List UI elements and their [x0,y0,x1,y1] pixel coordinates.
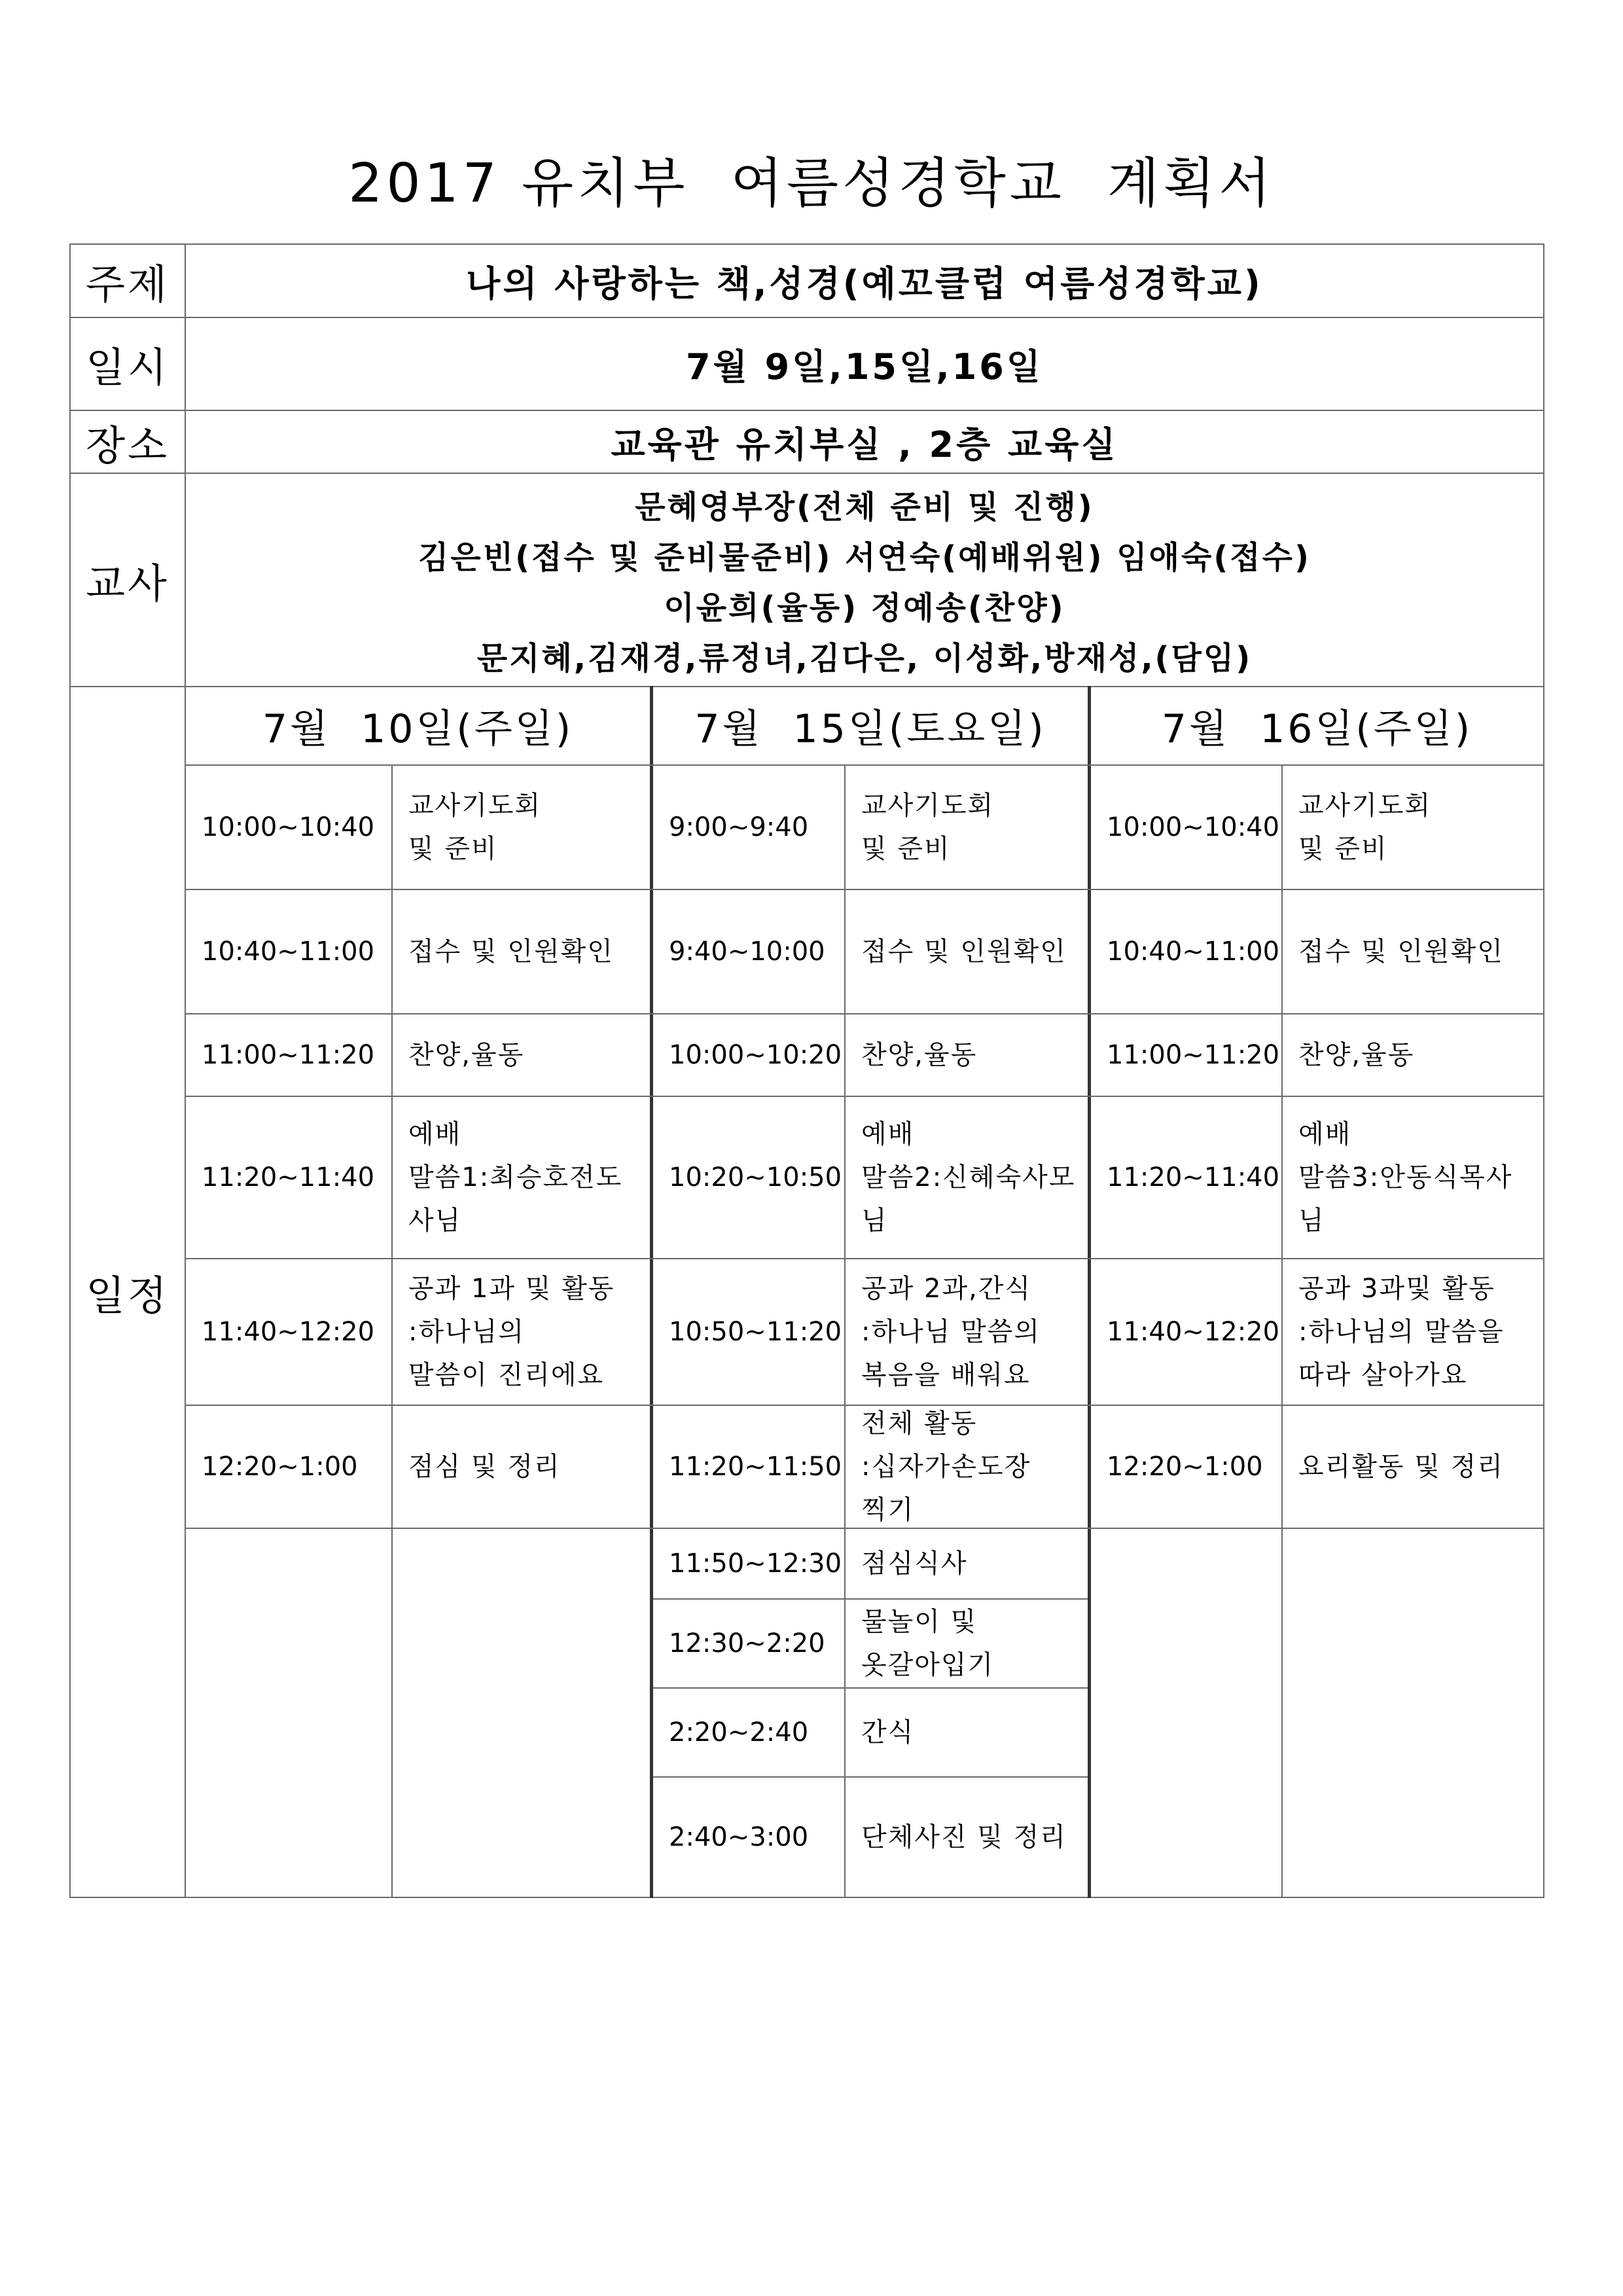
schedule-time: 11:20~11:40 [1107,1162,1280,1193]
schedule-time: 11:50~12:30 [669,1549,842,1579]
schedule-time: 11:20~11:40 [202,1162,375,1193]
theme-label: 주제 [86,260,169,308]
schedule-time: 11:00~11:20 [1107,1040,1280,1070]
schedule-activity: 공과 3과및 활동 :하나님의 말씀을 따라 살아가요 [1298,1274,1505,1390]
schedule-activity: 요리활동 및 정리 [1298,1452,1504,1482]
place-label: 장소 [86,421,169,469]
schedule-activity: 공과 2과,간식 :하나님 말씀의 복음을 배워요 [861,1274,1041,1390]
schedule-time: 12:20~1:00 [202,1452,358,1482]
day-1-date: 7월 10일(주일) [262,706,574,752]
schedule-time: 10:00~10:40 [202,812,375,842]
schedule-time: 9:40~10:00 [669,937,825,967]
schedule-activity: 접수 및 인원확인 [1298,937,1504,967]
schedule-time: 11:00~11:20 [202,1040,375,1070]
schedule-activity: 전체 활동 :십자가손도장 찍기 [861,1408,1031,1525]
schedule-time: 9:00~9:40 [669,812,809,842]
schedule-time: 10:20~10:50 [669,1162,842,1193]
schedule-time: 10:00~10:20 [669,1040,842,1070]
schedule-activity: 물놀이 및 옷갈아입기 [861,1607,995,1680]
schedule-time: 10:40~11:00 [1107,937,1280,967]
teacher-line: 김은빈(접수 및 준비물준비) 서연숙(예배위원) 임애숙(접수) [418,539,1311,576]
schedule-activity: 예배 말씀3:안동식목사 님 [1298,1119,1513,1236]
schedule-activity: 예배 말씀2:신혜숙사모 님 [861,1119,1076,1236]
schedule-activity: 교사기도회 및 준비 [861,791,995,864]
schedule-activity: 찬양,율동 [861,1040,978,1070]
schedule-time: 11:40~12:20 [202,1317,375,1347]
teachers-label: 교사 [86,559,169,607]
schedule-time: 2:20~2:40 [669,1717,809,1748]
schedule-time: 10:00~10:40 [1107,812,1280,842]
day-3-date: 7월 16일(주일) [1161,706,1473,752]
teachers-list [186,474,1543,686]
schedule-activity: 예배 말씀1:최승호전도 사님 [408,1119,623,1236]
schedule-time: 11:40~12:20 [1107,1317,1280,1347]
day-2-date: 7월 15일(토요일) [694,706,1046,752]
schedule-time: 10:40~11:00 [202,937,375,967]
schedule-activity: 교사기도회 및 준비 [408,791,542,864]
schedule-activity: 점심 및 정리 [408,1452,561,1482]
schedule-time: 11:20~11:50 [669,1452,842,1482]
dates-label: 일시 [86,343,169,391]
place-value: 교육관 유치부실 , 2층 교육실 [611,423,1118,465]
schedule-activity: 찬양,율동 [408,1040,525,1070]
schedule-label: 일정 [86,1271,169,1319]
schedule-activity: 단체사진 및 정리 [861,1822,1067,1852]
teacher-line: 문혜영부장(전체 준비 및 진행) [635,489,1094,526]
schedule-activity: 접수 및 인원확인 [408,937,614,967]
schedule-time: 2:40~3:00 [669,1822,809,1852]
schedule-activity: 공과 1과 및 활동 :하나님의 말씀이 진리에요 [408,1274,615,1390]
schedule-activity: 찬양,율동 [1298,1040,1415,1070]
teacher-line: 문지혜,김재경,류정녀,김다은, 이성화,방재성,(담임) [476,640,1253,677]
schedule-time: 12:20~1:00 [1107,1452,1263,1482]
schedule-activity: 점심식사 [861,1549,968,1579]
schedule-time: 12:30~2:20 [669,1628,825,1659]
page-title: 2017 유치부 여름성경학교 계획서 [348,152,1275,215]
schedule-time: 10:50~11:20 [669,1317,842,1347]
dates-value: 7월 9일,15일,16일 [686,346,1043,387]
teacher-line: 이윤희(율동) 정예송(찬양) [664,590,1065,626]
theme-value: 나의 사랑하는 책,성경(예꼬클럽 여름성경학교) [466,262,1263,304]
schedule-activity: 교사기도회 및 준비 [1298,791,1432,864]
schedule-activity: 간식 [861,1717,915,1748]
schedule-activity: 접수 및 인원확인 [861,937,1067,967]
